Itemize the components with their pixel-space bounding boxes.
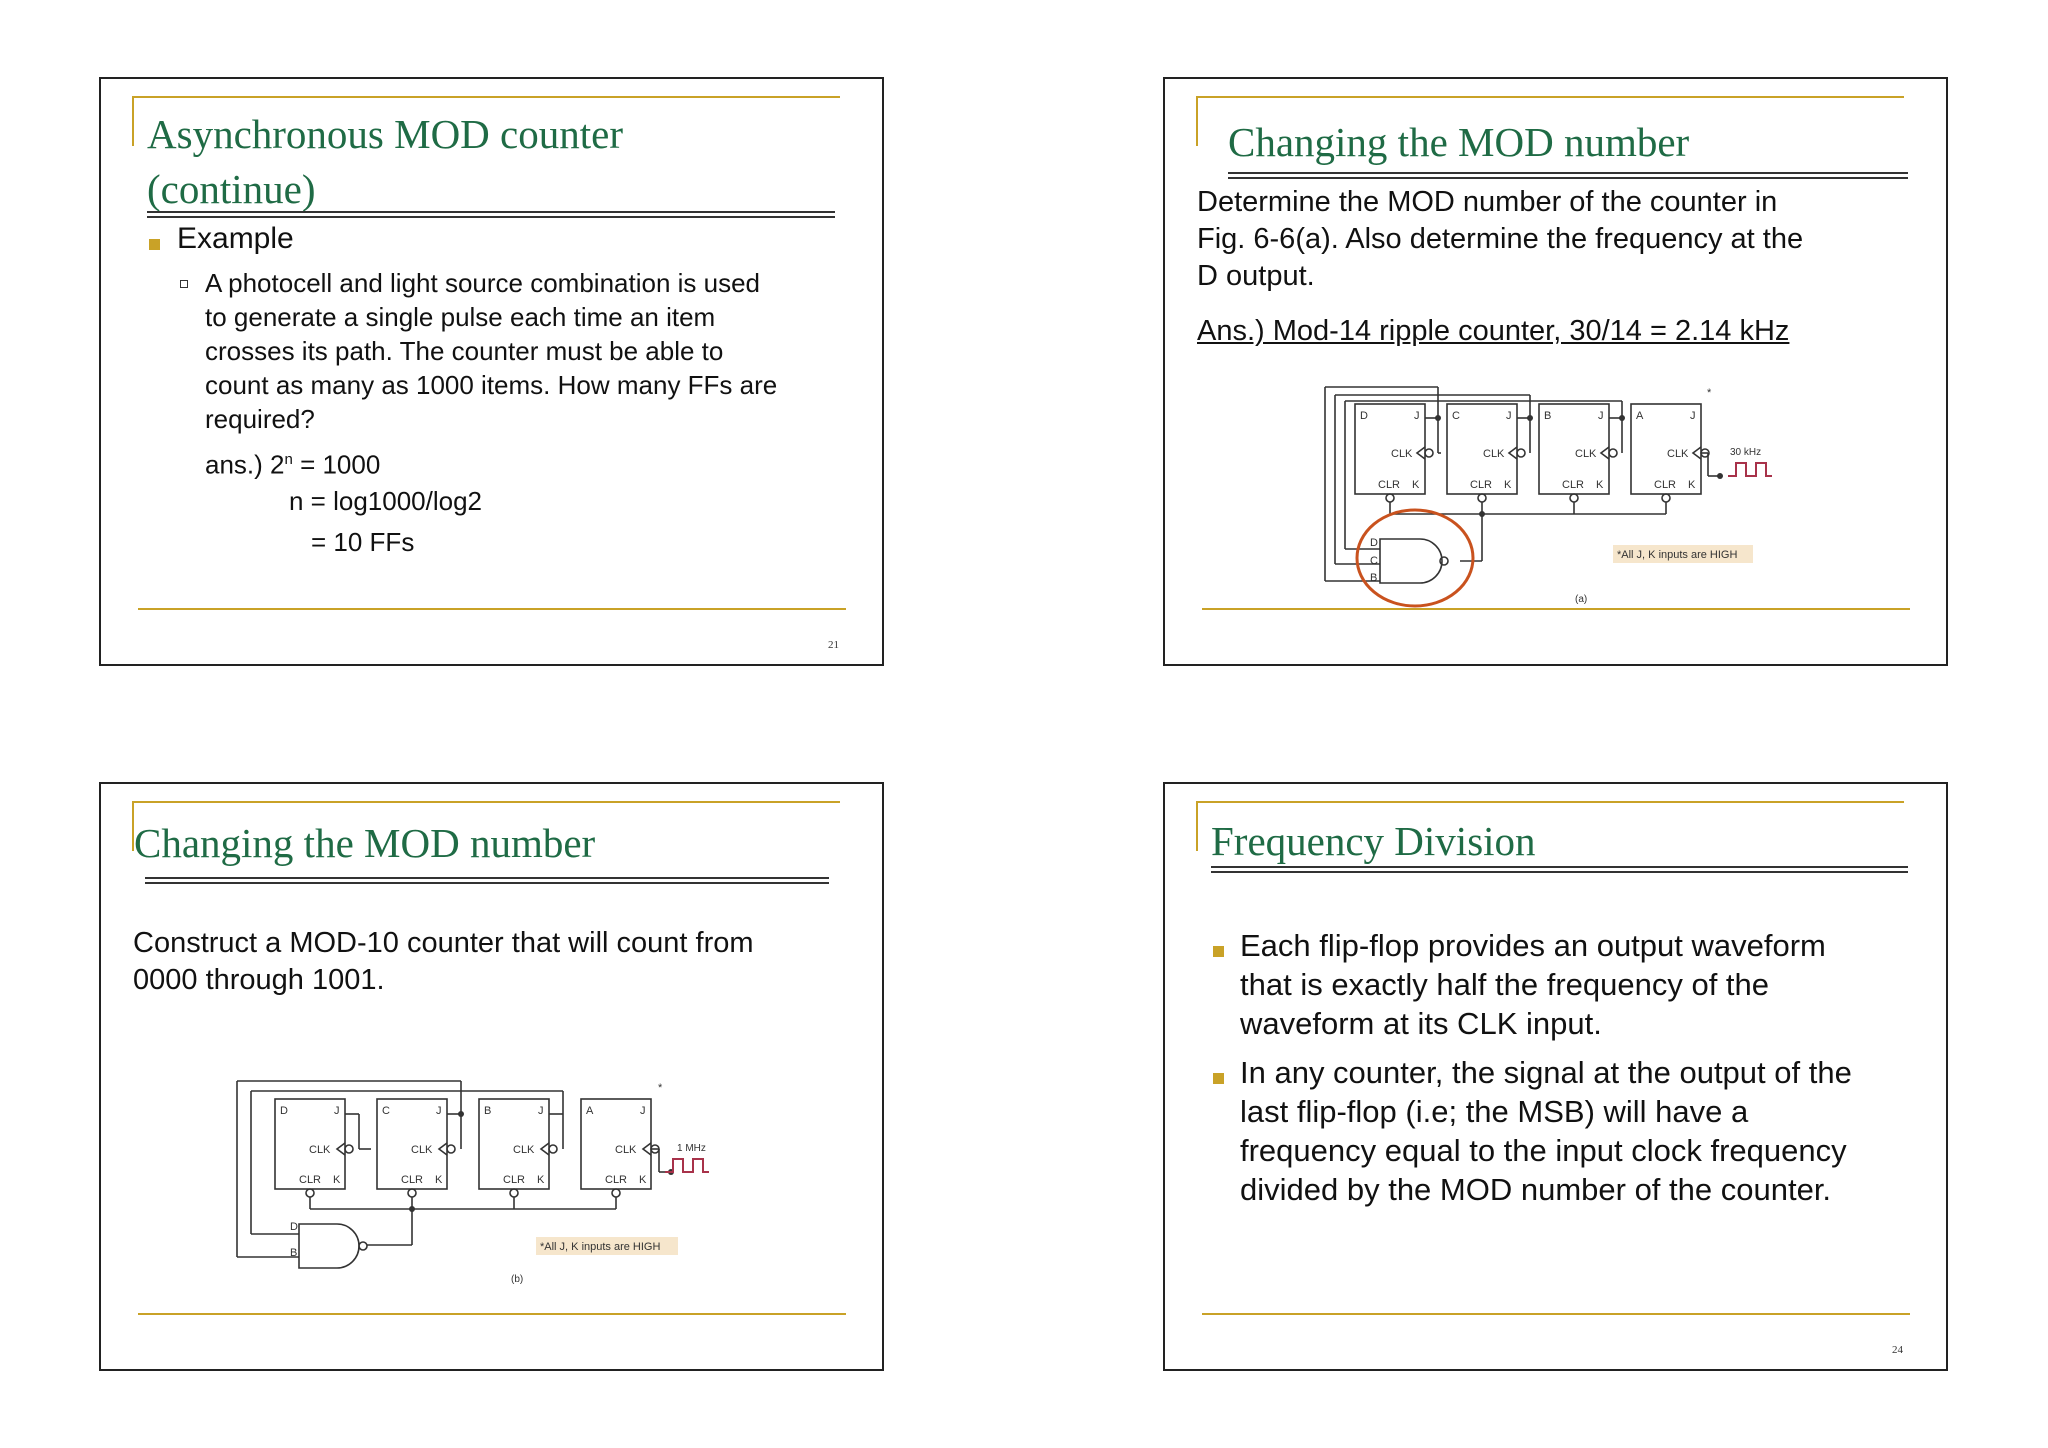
question-line: 0000 through 1001. [133,964,385,996]
k-label: K [1688,479,1696,491]
bullet-line: frequency equal to the input clock frequency [1240,1133,1847,1168]
page-number: 21 [828,639,839,651]
question-line: crosses its path. The counter must be able to [205,336,724,366]
j-label: J [334,1105,340,1117]
gold-bottom-rule [138,1313,846,1315]
question-line: Determine the MOD number of the counter in [1197,186,1778,218]
bullet-line: waveform at its CLK input. [1240,1006,1602,1041]
ff-label: A [586,1105,594,1117]
k-label: K [639,1174,647,1186]
answer-line2: n = log1000/log2 [289,486,483,516]
clk-label: CLK [309,1144,331,1156]
bullet-line: In any counter, the signal at the output of the [1240,1055,1852,1090]
title-underline [1211,866,1908,873]
bullet-square-icon [1213,1073,1224,1084]
clr-label: CLR [605,1174,628,1186]
ff-label: B [484,1105,492,1117]
ff-label: A [1636,410,1644,422]
bullet-square-icon [149,239,160,250]
gate-input-label: B [1370,572,1378,584]
gold-left-rule [1196,96,1198,146]
gold-left-rule [1196,801,1198,851]
title-underline [145,877,829,884]
clr-label: CLR [503,1174,526,1186]
answer-text: Ans.) Mod-14 ripple counter, 30/14 = 2.14 kHz [1197,315,1790,347]
k-label: K [1504,479,1512,491]
slide-title-line2: (continue) [147,166,316,212]
title-underline [1228,172,1908,179]
figure-caption: (b) [511,1274,524,1285]
j-label: J [640,1105,646,1117]
ff-label: D [1360,410,1368,422]
question-line: Construct a MOD-10 counter that will count from [133,927,754,959]
j-label: J [1506,410,1512,422]
bullet-line: last flip-flop (i.e; the MSB) will have a [1240,1094,1749,1129]
k-label: K [1596,479,1604,491]
slide-title: Changing the MOD number [1228,119,1690,165]
bullet-line: divided by the MOD number of the counter. [1240,1172,1832,1207]
page-number: 24 [1892,1344,1903,1356]
question-line: required? [205,404,315,434]
nand-gate [1380,539,1442,583]
gold-left-rule [132,96,134,146]
clk-label: CLK [1483,448,1505,460]
gold-top-rule [132,96,840,98]
gate-input-label: D [290,1221,298,1233]
answer-exponent: n [284,451,293,468]
slide-22 [1163,77,1948,666]
k-label: K [333,1174,341,1186]
slide-23 [99,782,884,1371]
gold-bottom-rule [1202,1313,1910,1315]
sub-bullet-square-icon [180,280,188,288]
clr-label: CLR [1562,479,1585,491]
j-label: J [538,1105,544,1117]
bullet-square-icon [1213,946,1224,957]
clk-label: CLK [513,1144,535,1156]
slide-24 [1163,782,1948,1371]
gold-bottom-rule [1202,608,1910,610]
clr-label: CLR [1470,479,1493,491]
gold-top-rule [132,801,840,803]
clock-waveform-icon [1728,463,1772,476]
note-text: *All J, K inputs are HIGH [540,1241,661,1253]
gold-bottom-rule [138,608,846,610]
k-label: K [537,1174,545,1186]
slide-title-line1: Asynchronous MOD counter [147,111,623,157]
counter-circuit-a [1310,359,1830,605]
answer-line3: = 10 FFs [311,527,415,557]
question-line: Fig. 6-6(a). Also determine the frequency at the [1197,223,1804,255]
bullet-line: Each flip-flop provides an output waveform [1240,928,1826,963]
clock-frequency-label: 1 MHz [677,1143,706,1154]
question-line: D output. [1197,260,1315,292]
gate-input-label: D [1370,537,1378,549]
ff-label: C [1452,410,1460,422]
gate-input-label: C [1370,555,1378,567]
question-line: to generate a single pulse each time an item [205,302,716,332]
bullet-line: that is exactly half the frequency of the [1240,967,1770,1002]
gate-input-label: B [290,1247,298,1259]
answer-prefix: ans.) 2 [205,449,285,480]
clr-label: CLR [1378,479,1401,491]
slide-title: Changing the MOD number [134,820,596,866]
asterisk-mark: * [658,1082,663,1094]
figure-caption: (a) [1575,594,1588,605]
clk-label: CLK [1575,448,1597,460]
clr-label: CLR [401,1174,424,1186]
slide-21 [99,77,884,666]
ff-label: C [382,1105,390,1117]
slide-title: Frequency Division [1211,818,1536,864]
bullet-example: Example [177,222,294,255]
j-label: J [1690,410,1696,422]
clk-label: CLK [615,1144,637,1156]
asterisk-mark: * [1707,387,1712,399]
question-line: A photocell and light source combination is used [205,268,761,298]
clk-label: CLK [1391,448,1413,460]
clk-label: CLK [411,1144,433,1156]
gold-top-rule [1196,96,1904,98]
clr-label: CLR [299,1174,322,1186]
clock-frequency-label: 30 kHz [1730,447,1762,458]
clr-label: CLR [1654,479,1677,491]
k-label: K [435,1174,443,1186]
note-text: *All J, K inputs are HIGH [1617,549,1738,561]
j-label: J [436,1105,442,1117]
clk-label: CLK [1667,448,1689,460]
ff-label: B [1544,410,1552,422]
question-line: count as many as 1000 items. How many FFs are [205,370,778,400]
ff-label: D [280,1105,288,1117]
answer-line1 [205,443,380,482]
j-label: J [1598,410,1604,422]
j-label: J [1414,410,1420,422]
k-label: K [1412,479,1420,491]
gold-top-rule [1196,801,1904,803]
nand-gate [299,1224,359,1268]
title-underline [147,211,835,218]
counter-circuit-b [209,1069,709,1289]
answer-suffix: = 1000 [292,449,381,480]
